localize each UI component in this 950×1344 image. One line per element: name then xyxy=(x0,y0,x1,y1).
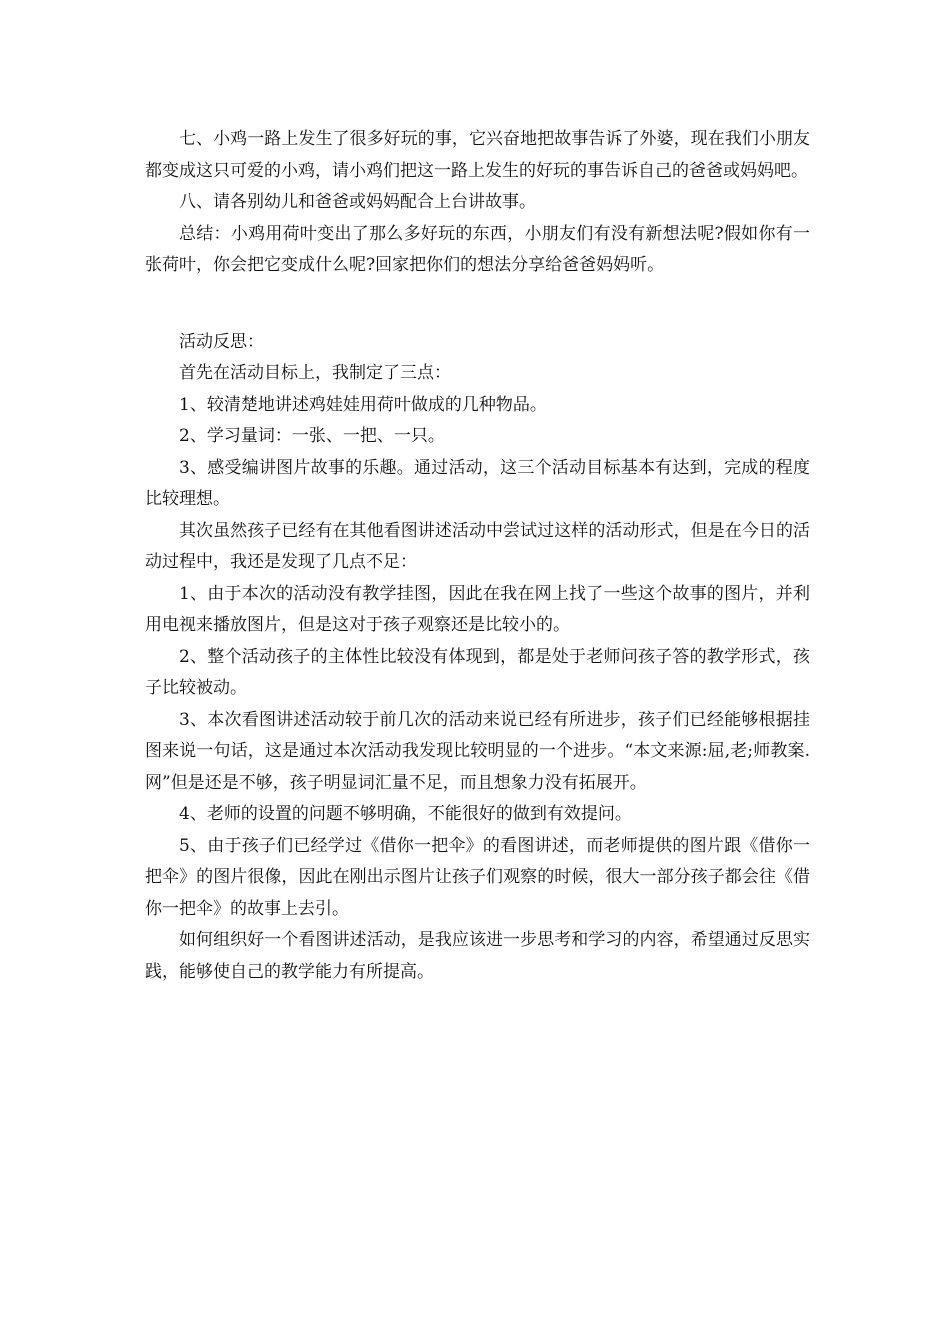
reflection-shortcoming-3: 3、本次看图讲述活动较于前几次的活动来说已经有所进步，孩子们已经能够根据挂图来说一句话，这是通过本次活动我发现比较明显的一个进步。“本文来源:屈,老;师教案.网”但是还是不够，孩子明显词汇量不足，而且想象力没有拓展开。 xyxy=(145,709,810,793)
reflection-shortcoming-5: 5、由于孩子们已经学过《借你一把伞》的看图讲述，而老师提供的图片跟《借你一把伞》的图片很像，因此在刚出示图片让孩子们观察的时候，很大一部分孩子都会往《借你一把伞》的故事上去引。 xyxy=(145,835,810,919)
reflection-goal-1: 1、较清楚地讲述鸡娃娃用荷叶做成的几种物品。 xyxy=(179,394,547,415)
document-page xyxy=(145,124,810,988)
paragraph-step-seven: 七、小鸡一路上发生了很多好玩的事，它兴奋地把故事告诉了外婆，现在我们小朋友都变成这只可爱的小鸡，请小鸡们把这一路上发生的好玩的事告诉自己的爸爸或妈妈吧。 xyxy=(145,129,810,181)
reflection-goal-3: 3、感受编讲图片故事的乐趣。通过活动，这三个活动目标基本有达到，完成的程度比较理想。 xyxy=(145,457,810,509)
paragraph-summary: 总结：小鸡用荷叶变出了那么多好玩的东西，小朋友们有没有新想法呢?假如你有一张荷叶，你会把它变成什么呢?回家把你们的想法分享给爸爸妈妈听。 xyxy=(145,223,810,275)
reflection-intro: 首先在活动目标上，我制定了三点： xyxy=(179,363,451,383)
paragraph-step-eight: 八、请各别幼儿和爸爸或妈妈配合上台讲故事。 xyxy=(179,192,536,212)
reflection-shortcomings-intro: 其次虽然孩子已经有在其他看图讲述活动中尝试过这样的活动形式，但是在今日的活动过程中，我还是发现了几点不足： xyxy=(145,520,810,572)
reflection-conclusion: 如何组织好一个看图讲述活动，是我应该进一步思考和学习的内容，希望通过反思实践，能够使自己的教学能力有所提高。 xyxy=(145,930,810,982)
reflection-shortcoming-2: 2、整个活动孩子的主体性比较没有体现到，都是处于老师问孩子答的教学形式，孩子比较被动。 xyxy=(145,646,810,698)
reflection-shortcoming-1: 1、由于本次的活动没有教学挂图，因此在我在网上找了一些这个故事的图片，并利用电视来播放图片，但是这对于孩子观察还是比较小的。 xyxy=(145,583,810,635)
section-spacer xyxy=(145,282,810,327)
reflection-goal-2: 2、学习量词：一张、一把、一只。 xyxy=(179,426,445,446)
reflection-shortcoming-4: 4、老师的设置的问题不够明确，不能很好的做到有效提问。 xyxy=(179,804,632,824)
reflection-heading: 活动反思： xyxy=(179,331,264,352)
